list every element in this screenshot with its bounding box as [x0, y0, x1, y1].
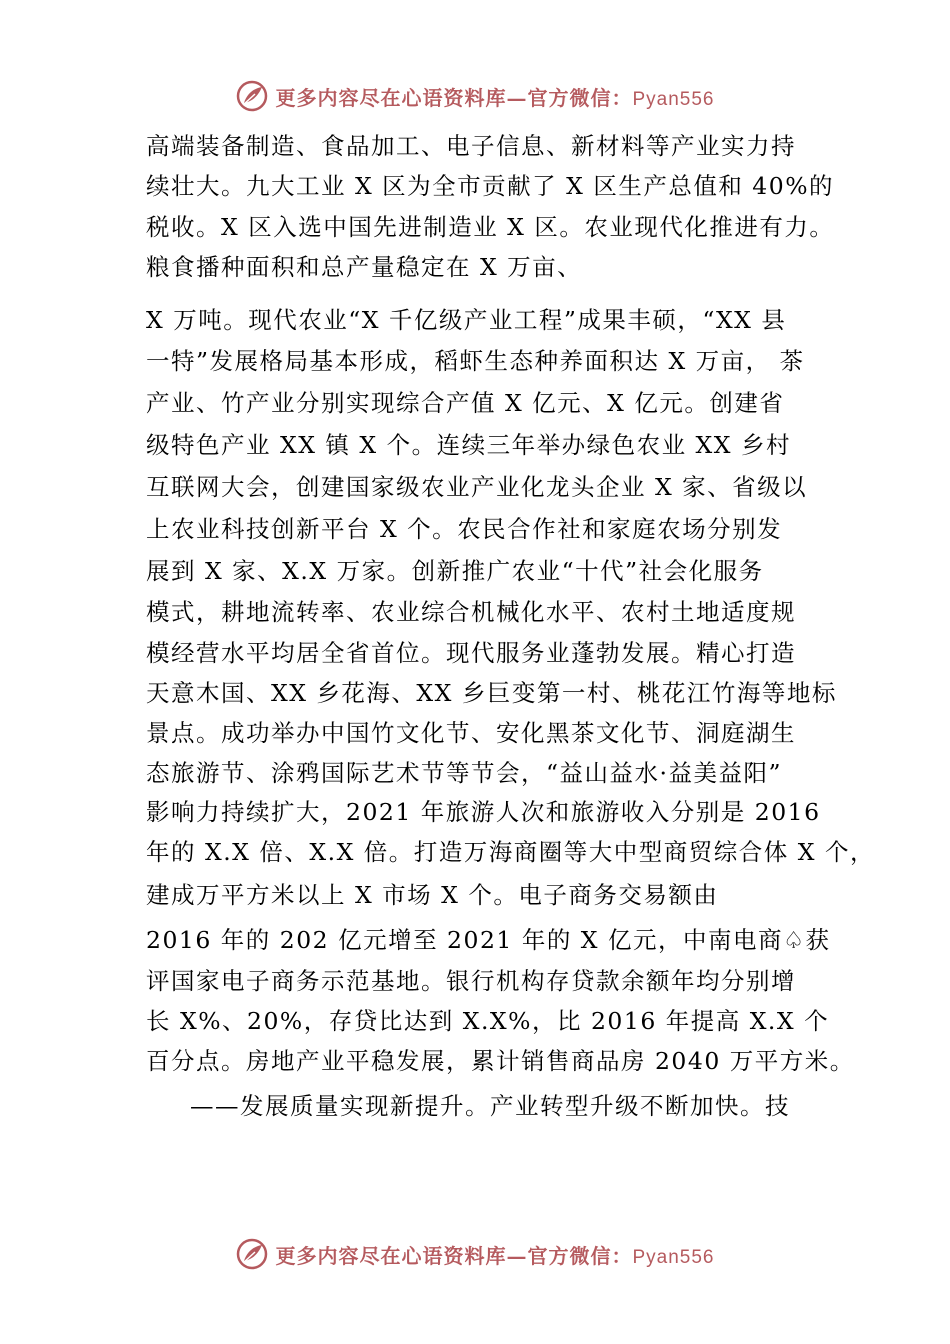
text-line: ——发展质量实现新提升。产业转型升级不断加快。技	[190, 1092, 790, 1120]
text-line: 互联网大会，创建国家级农业产业化龙头企业 X 家、省级以	[146, 473, 808, 501]
text-line: 级特色产业 XX 镇 X 个。连续三年举办绿色农业 XX 乡村	[146, 431, 791, 459]
text-line: 评国家电子商务示范基地。银行机构存贷款余额年均分别增	[146, 967, 796, 995]
text-line: 建成万平方米以上 X 市场 X 个。电子商务交易额由	[146, 881, 719, 909]
text-line: 影响力持续扩大，2021 年旅游人次和旅游收入分别是 2016	[146, 798, 821, 826]
text-line: 展到 X 家、X.X 万家。创新推广农业“十代”社会化服务	[146, 557, 764, 585]
text-line: 税收。X 区入选中国先进制造业 X 区。农业现代化推进有力。	[146, 213, 835, 241]
text-line: 一特”发展格局基本形成，稻虾生态种养面积达 X 万亩， 茶	[146, 347, 805, 375]
text-line: X 万吨。现代农业“X 千亿级产业工程”成果丰硕，“XX 县	[146, 306, 787, 334]
text-line: 续壮大。九大工业 X 区为全市贡献了 X 区生产总值和 40%的	[146, 172, 835, 200]
text-line: 天意木国、XX 乡花海、XX 乡巨变第一村、桃花江竹海等地标	[146, 679, 837, 707]
footer-banner	[0, 1230, 950, 1278]
text-line: 景点。成功举办中国竹文化节、安化黑茶文化节、洞庭湖生	[146, 719, 796, 747]
text-line: 年的 X.X 倍、X.X 倍。打造万海商圈等大中型商贸综合体 X 个，	[146, 838, 875, 866]
banner-text: 更多内容尽在心语资料库—官方微信：Pyan556	[275, 85, 715, 110]
text-line: 模式，耕地流转率、农业综合机械化水平、农村土地适度规	[146, 598, 796, 626]
text-line: 粮食播种面积和总产量稳定在 X 万亩、	[146, 253, 583, 281]
text-line: 2016 年的 202 亿元增至 2021 年的 X 亿元，中南电商♤获	[146, 926, 831, 954]
text-line: 长 X%、20%，存贷比达到 X.X%，比 2016 年提高 X.X 个	[146, 1007, 830, 1035]
leaf-circle-logo-icon	[235, 1237, 269, 1271]
text-line: 高端装备制造、食品加工、电子信息、新材料等产业实力持	[146, 132, 796, 160]
text-line: 模经营水平均居全省首位。现代服务业蓬勃发展。精心打造	[146, 639, 796, 667]
wechat-id: Pyan556	[632, 1246, 715, 1268]
wechat-id: Pyan556	[632, 88, 715, 110]
text-line: 上农业科技创新平台 X 个。农民合作社和家庭农场分别发	[146, 515, 783, 543]
banner-text: 更多内容尽在心语资料库—官方微信：Pyan556	[275, 1243, 715, 1268]
text-line: 百分点。房地产业平稳发展，累计销售商品房 2040 万平方米。	[146, 1047, 855, 1075]
text-line: 态旅游节、涂鸦国际艺术节等节会，“益山益水·益美益阳”	[146, 759, 782, 787]
text-line: 产业、竹产业分别实现综合产值 X 亿元、X 亿元。创建省	[146, 389, 785, 417]
